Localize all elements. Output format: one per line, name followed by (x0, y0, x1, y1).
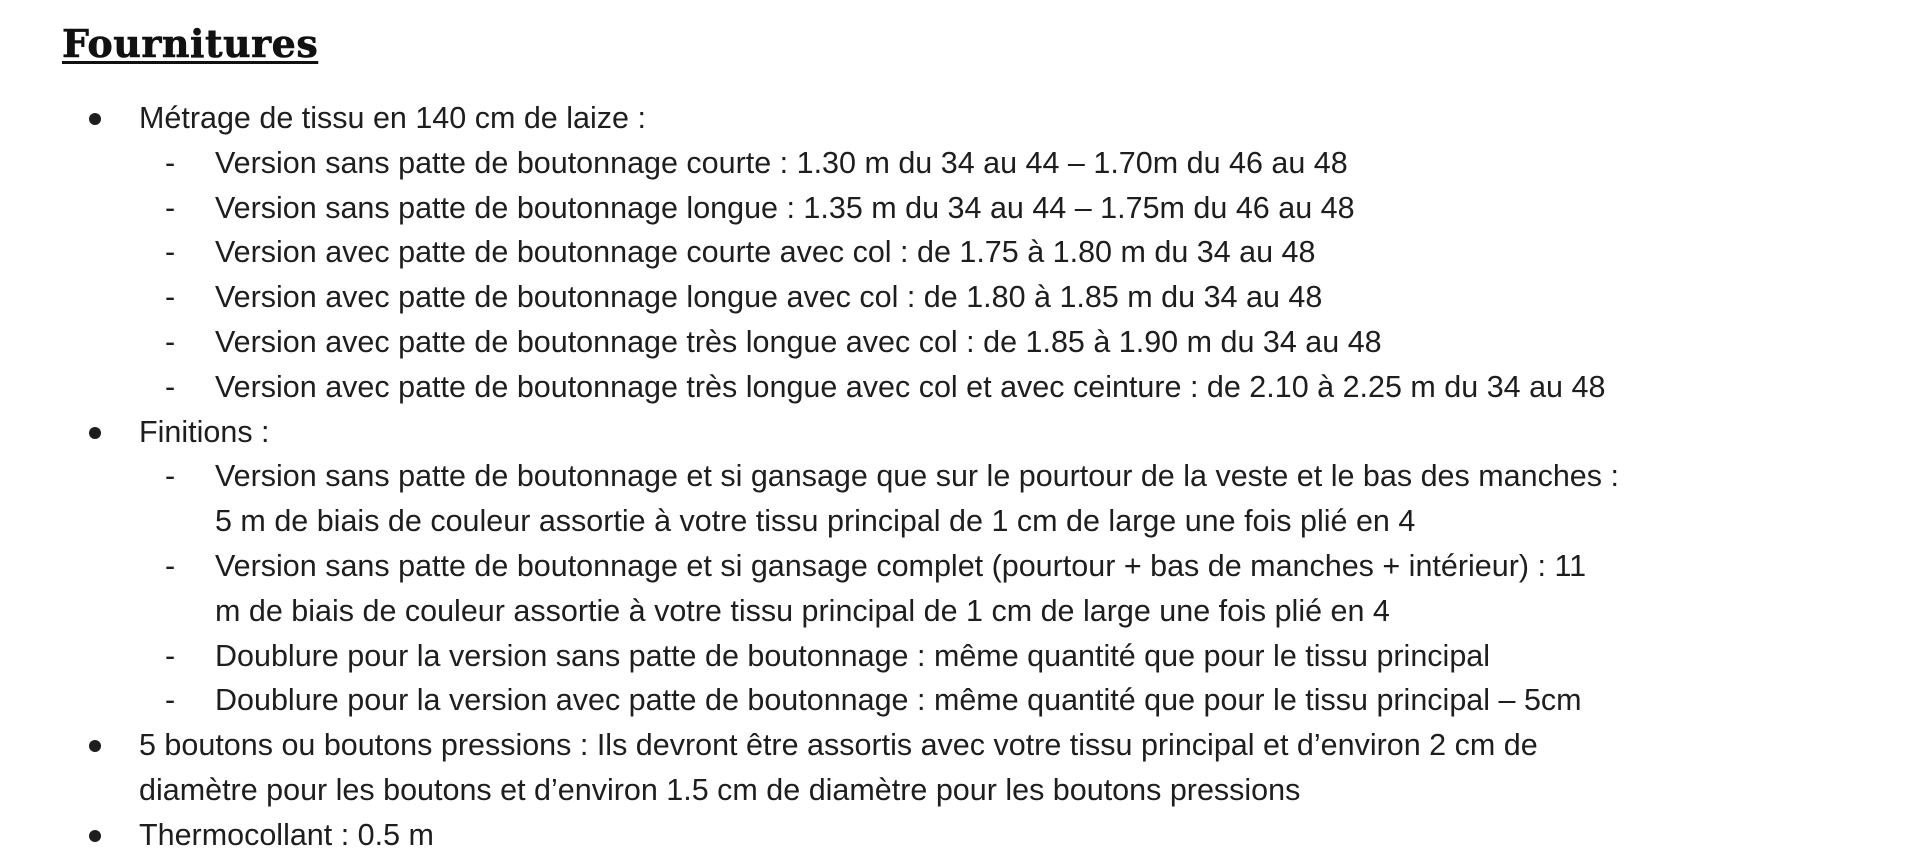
sub-item-text-continued: 5 m de biais de couleur assortie à votre tissu principal de 1 cm de large une fois plié en 4 (215, 504, 1416, 539)
sub-item-partial-binding (0, 454, 1920, 499)
sub-item-text: Version avec patte de boutonnage très longue avec col : de 1.85 à 1.90 m du 34 au 48 (215, 324, 1382, 359)
bullet-icon (89, 113, 101, 125)
sub-item-text: Version avec patte de boutonnage courte avec col : de 1.75 à 1.80 m du 34 au 48 (215, 235, 1316, 270)
dash-marker: - (165, 190, 176, 225)
sub-item-text: Doublure pour la version avec patte de boutonnage : même quantité que pour le tissu principal – 5cm (215, 683, 1582, 718)
list-item-finishes (0, 410, 1920, 455)
list-item-text: Finitions : (139, 414, 270, 449)
sub-item-lining-placket (0, 678, 1920, 723)
bullet-icon (89, 427, 101, 439)
sub-item-very-long-placket-collar-belt (0, 365, 1920, 410)
sub-item-text: Doublure pour la version sans patte de boutonnage : même quantité que pour le tissu principal (215, 638, 1491, 673)
section-title: Fournitures (62, 21, 319, 66)
sub-item-short-placket-collar (0, 230, 1920, 275)
list-item-text: Thermocollant : 0.5 m (139, 817, 434, 852)
dash-marker: - (165, 280, 176, 315)
sub-item-partial-binding-continued (0, 499, 1920, 544)
sub-item-lining-no-placket (0, 634, 1920, 679)
dash-marker: - (165, 459, 176, 494)
dash-marker: - (165, 638, 176, 673)
dash-marker: - (165, 235, 176, 270)
sub-item-text: Version sans patte de boutonnage longue : 1.35 m du 34 au 44 – 1.75m du 46 au 48 (215, 190, 1355, 225)
list-item-text: Métrage de tissu en 140 cm de laize : (139, 101, 646, 135)
bullet-icon (89, 740, 101, 752)
dash-marker: - (165, 683, 176, 718)
dash-marker: - (165, 369, 176, 404)
list-item-text: 5 boutons ou boutons pressions : Ils devront être assortis avec votre tissu principal et d’environ 2 cm de (139, 728, 1538, 763)
sub-item-text: Version avec patte de boutonnage très longue avec col et avec ceinture : de 2.10 à 2.25 m du 34 au 48 (215, 369, 1606, 404)
sub-item-full-binding (0, 544, 1920, 589)
sub-item-long-no-placket (0, 186, 1920, 231)
sub-item-long-placket-collar (0, 275, 1920, 320)
dash-marker: - (165, 324, 176, 359)
bullet-icon (89, 830, 101, 842)
sub-item-text: Version sans patte de boutonnage courte : 1.30 m du 34 au 44 – 1.70m du 46 au 48 (215, 145, 1348, 180)
sub-item-text: Version sans patte de boutonnage et si gansage que sur le pourtour de la veste et le bas des manches : (215, 459, 1619, 494)
sub-item-text-continued: m de biais de couleur assortie à votre tissu principal de 1 cm de large une fois plié en 4 (215, 593, 1390, 628)
list-item-buttons (0, 723, 1920, 768)
list-item-interfacing (0, 813, 1920, 858)
list-item-text-continued: diamètre pour les boutons et d’environ 1.5 cm de diamètre pour les boutons pressions (139, 772, 1301, 807)
sub-item-full-binding-continued (0, 589, 1920, 634)
sub-item-text: Version avec patte de boutonnage longue avec col : de 1.80 à 1.85 m du 34 au 48 (215, 280, 1323, 315)
list-item-buttons-continued (0, 768, 1920, 813)
list-item-fabric-yardage (0, 96, 1920, 141)
sub-item-text: Version sans patte de boutonnage et si gansage complet (pourtour + bas de manches + intérieur) : 11 (215, 548, 1587, 583)
sub-item-very-long-placket-collar (0, 320, 1920, 365)
dash-marker: - (165, 548, 176, 583)
dash-marker: - (165, 145, 176, 180)
sub-item-short-no-placket (0, 141, 1920, 186)
supplies-list (0, 96, 1920, 858)
